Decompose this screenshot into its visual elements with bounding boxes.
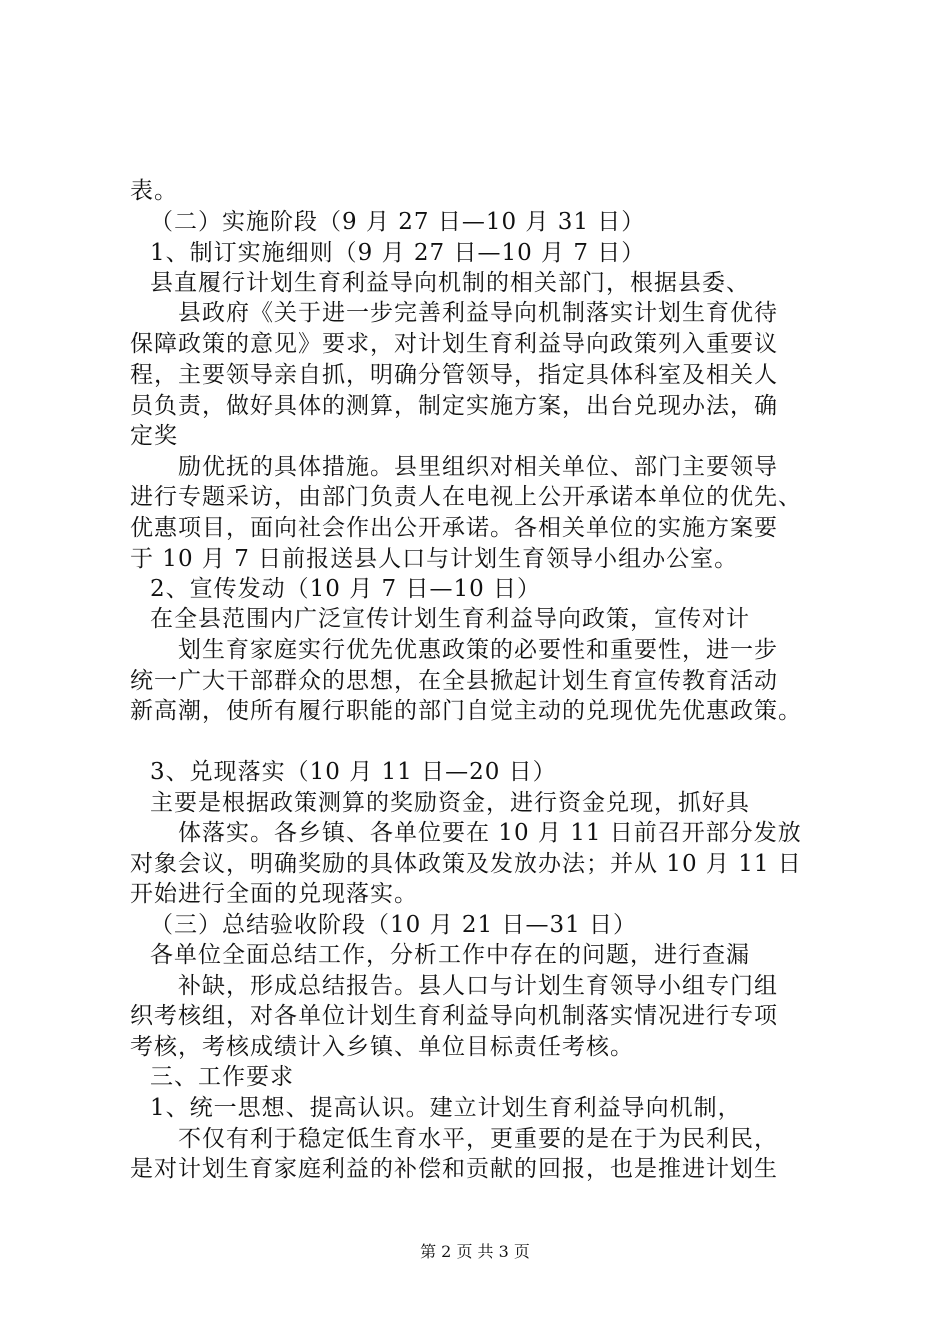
paragraph-line: 县直履行计划生育利益导向机制的相关部门，根据县委、	[150, 270, 750, 296]
paragraph-line: 进行专题采访，由部门负责人在电视上公开承诺本单位的优先、	[130, 484, 802, 510]
paragraph-line: 划生育家庭实行优先优惠政策的必要性和重要性，进一步	[178, 637, 778, 663]
paragraph-line: 主要是根据政策测算的奖励资金，进行资金兑现，抓好具	[150, 790, 750, 816]
paragraph-line: 对象会议，明确奖励的具体政策及发放办法；并从 10 月 11 日	[130, 851, 802, 877]
paragraph-line: 于 10 月 7 日前报送县人口与计划生育领导小组办公室。	[130, 546, 739, 572]
paragraph-line: 织考核组，对各单位计划生育利益导向机制落实情况进行专项	[130, 1003, 778, 1029]
paragraph-line: 统一广大干部群众的思想，在全县掀起计划生育宣传教育活动	[130, 668, 778, 694]
paragraph-line: 考核，考核成绩计入乡镇、单位目标责任考核。	[130, 1034, 634, 1060]
paragraph-line: 优惠项目，面向社会作出公开承诺。各相关单位的实施方案要	[130, 515, 778, 541]
paragraph-line: 在全县范围内广泛宣传计划生育利益导向政策，宣传对计	[150, 606, 750, 632]
paragraph-line: 体落实。各乡镇、各单位要在 10 月 11 日前召开部分发放	[178, 820, 802, 846]
paragraph-line: 不仅有利于稳定低生育水平，更重要的是在于为民利民，	[178, 1126, 778, 1152]
paragraph-line: 程，主要领导亲自抓，明确分管领导，指定具体科室及相关人	[130, 362, 778, 388]
paragraph-line: 员负责，做好具体的测算，制定实施方案，出台兑现办法，确	[130, 393, 778, 419]
paragraph-line: 1、统一思想、提高认识。建立计划生育利益导向机制，	[150, 1095, 742, 1121]
page-number-footer: 第 2 页 共 3 页	[420, 1242, 530, 1261]
text-line: 表。	[130, 178, 178, 204]
paragraph-line: 各单位全面总结工作，分析工作中存在的问题，进行查漏	[150, 942, 750, 968]
paragraph-line: 是对计划生育家庭利益的补偿和贡献的回报，也是推进计划生	[130, 1156, 778, 1182]
section-heading: （二）实施阶段（9 月 27 日—10 月 31 日）	[150, 209, 646, 235]
subsection-heading: 3、兑现落实（10 月 11 日—20 日）	[150, 759, 557, 785]
paragraph-line: 补缺，形成总结报告。县人口与计划生育领导小组专门组	[178, 973, 778, 999]
section-heading: 三、工作要求	[150, 1064, 294, 1090]
paragraph-line: 励优抚的具体措施。县里组织对相关单位、部门主要领导	[178, 454, 778, 480]
paragraph-line: 保障政策的意见》要求，对计划生育利益导向政策列入重要议	[130, 331, 778, 357]
paragraph-line: 开始进行全面的兑现落实。	[130, 881, 418, 907]
subsection-heading: 2、宣传发动（10 月 7 日—10 日）	[150, 576, 542, 602]
paragraph-line: 新高潮，使所有履行职能的部门自觉主动的兑现优先优惠政策。	[130, 698, 802, 724]
paragraph-line: 县政府《关于进一步完善利益导向机制落实计划生育优待	[178, 300, 778, 326]
paragraph-line: 定奖	[130, 423, 178, 449]
subsection-heading: 1、制订实施细则（9 月 27 日—10 月 7 日）	[150, 240, 646, 266]
section-heading: （三）总结验收阶段（10 月 21 日—31 日）	[150, 912, 638, 938]
